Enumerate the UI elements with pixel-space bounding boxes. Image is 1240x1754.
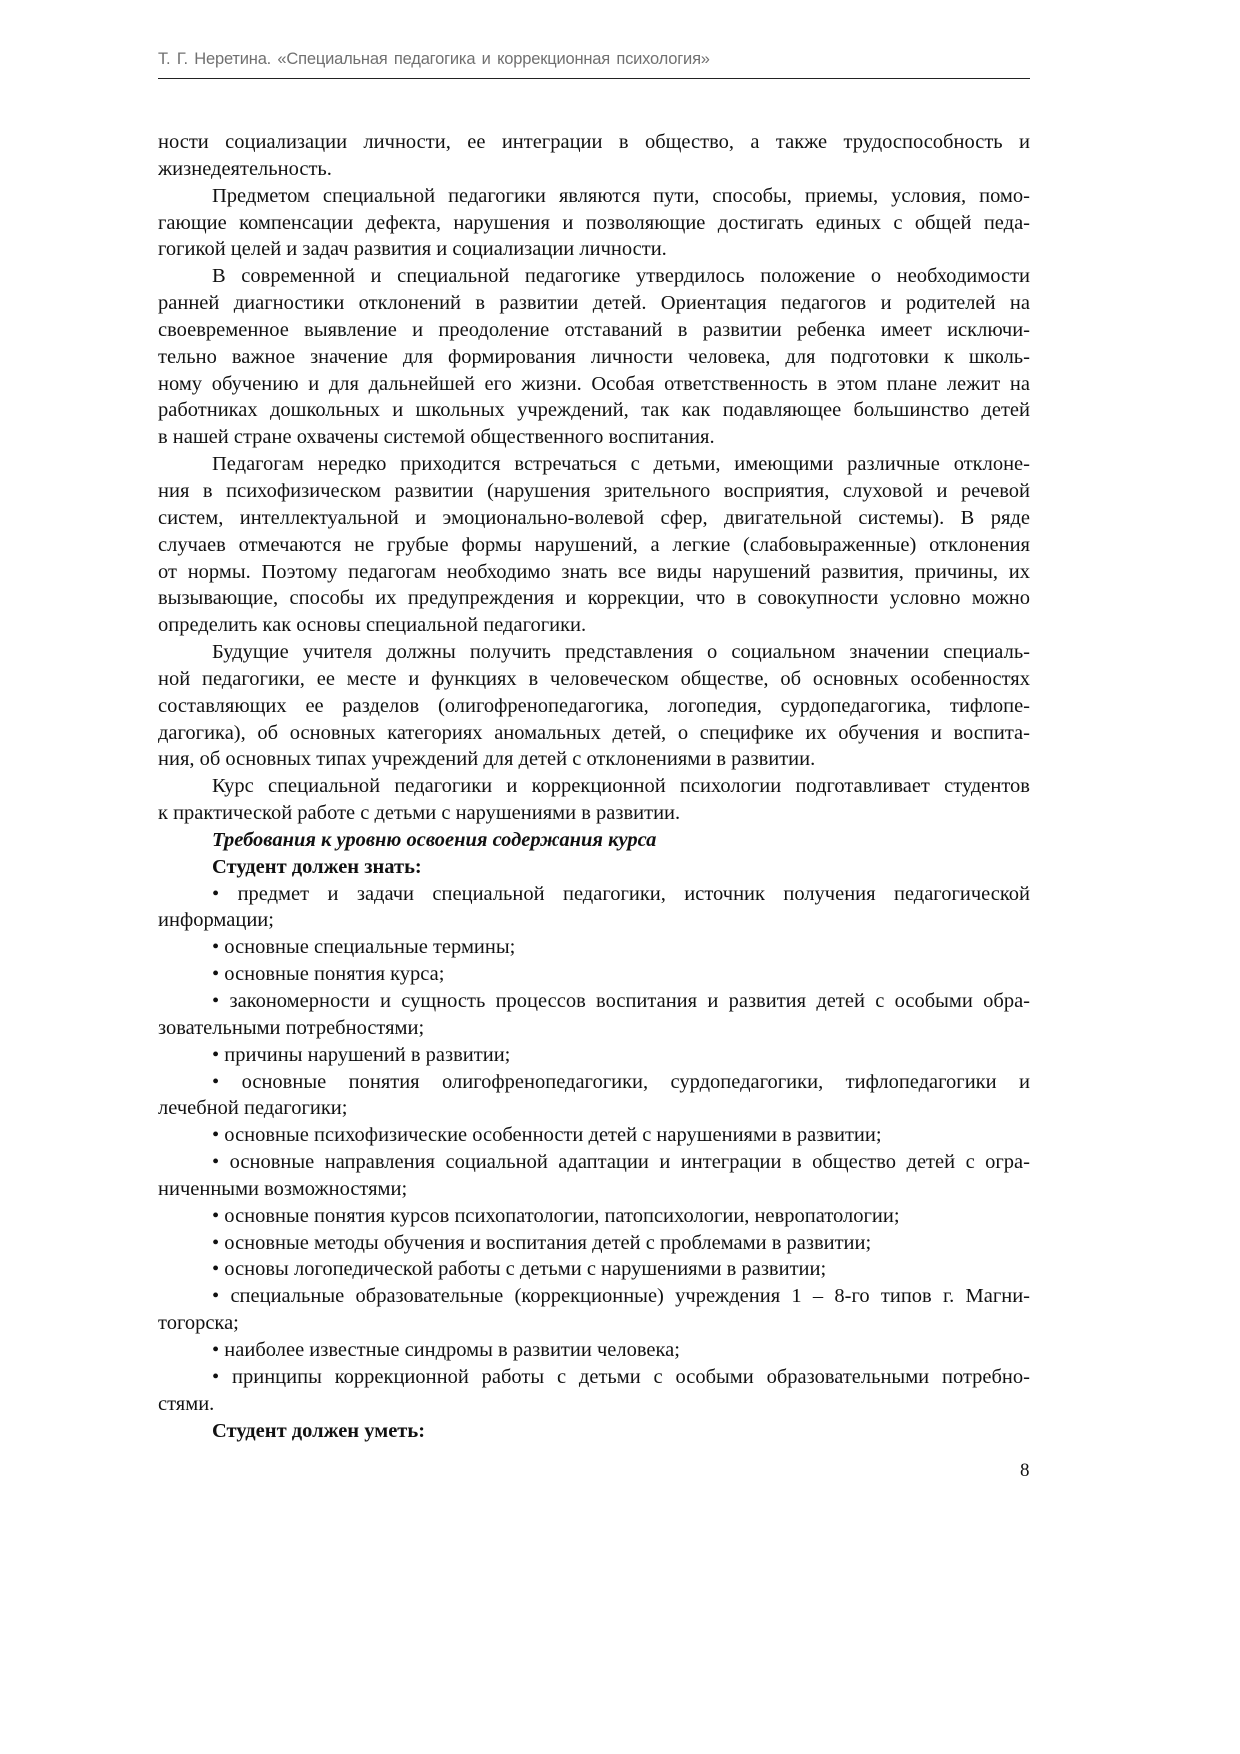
text-line: зовательными потребностями;	[158, 1016, 425, 1039]
paragraph	[158, 129, 1030, 183]
text-line: • причины нарушений в развитии;	[212, 1043, 511, 1066]
text-line: • основные направления социальной адаптации и интеграции в общество детей с огра-	[212, 1151, 1030, 1174]
text-line: ния в психофизическом развитии (нарушения зрительного восприятия, слуховой и речевой	[158, 479, 1030, 502]
text-line: Студент должен знать:	[212, 855, 422, 878]
paragraph	[158, 183, 1030, 264]
bullet-item	[158, 988, 1030, 1042]
header-divider	[158, 78, 1030, 79]
text-line: • принципы коррекционной работы с детьми с особыми образовательными потребно-	[212, 1365, 1030, 1388]
text-line: ранней диагностики отклонений в развитии детей. Ориентация педагогов и родителей на	[158, 292, 1030, 315]
bullet-item	[158, 1283, 1030, 1337]
text-line: ности социализации личности, ее интеграции в общество, а также трудоспособность и	[158, 131, 1030, 153]
text-line: • закономерности и сущность процессов воспитания и развития детей с особыми обра-	[212, 990, 1030, 1012]
running-header: Т. Г. Неретина. «Специальная педагогика и коррекционная психология»	[158, 50, 710, 68]
text-line: ния, об основных типах учреждений для детей с отклонениями в развитии.	[158, 748, 816, 771]
bullet-item	[158, 1042, 1030, 1069]
text-line: определить как основы специальной педагогики.	[158, 614, 587, 637]
bullet-item	[158, 1203, 1030, 1230]
text-line: гающие компенсации дефекта, нарушения и позволяющие достигать единых с общей педа-	[158, 211, 1030, 234]
text-line: информации;	[158, 909, 274, 932]
paragraph	[158, 773, 1030, 827]
bullet-item	[158, 961, 1030, 988]
section-heading	[158, 854, 1030, 881]
text-line: • основы логопедической работы с детьми с нарушениями в развитии;	[212, 1258, 827, 1281]
paragraph	[158, 639, 1030, 773]
text-line: • основные понятия курсов психопатологии, патопсихологии, невропатологии;	[212, 1204, 900, 1227]
text-line: лечебной педагогики;	[158, 1097, 348, 1120]
text-line: тельно важное значение для формирования личности человека, для подготовки к школь-	[158, 345, 1030, 368]
text-line: тогорска;	[158, 1312, 239, 1335]
bullet-item	[158, 934, 1030, 961]
text-line: жизнедеятельность.	[158, 157, 332, 180]
text-line: к практической работе с детьми с нарушениями в развитии.	[158, 802, 681, 825]
text-line: Курс специальной педагогики и коррекционной психологии подготавливает студентов	[212, 775, 1030, 798]
text-line: • предмет и задачи специальной педагогики, источник получения педагогической	[212, 882, 1030, 905]
bullet-item	[158, 1256, 1030, 1283]
bullet-item	[158, 1230, 1030, 1257]
text-line: • основные специальные термины;	[212, 936, 516, 959]
text-line: от нормы. Поэтому педагогам необходимо знать все виды нарушений развития, причины, их	[158, 560, 1030, 583]
text-line: составляющих ее разделов (олигофренопедагогика, логопедия, сурдопедагогика, тифлопе-	[158, 694, 1030, 717]
paragraph	[158, 451, 1030, 639]
text-line: работниках дошкольных и школьных учреждений, так как подавляющее большинство детей	[158, 399, 1030, 422]
bullet-item	[158, 1149, 1030, 1203]
text-line: дагогика), об основных категориях аномальных детей, о специфике их обучения и воспита-	[158, 721, 1030, 744]
text-line: своевременное выявление и преодоление отставаний в развитии ребенка имеет исключи-	[158, 318, 1030, 341]
bullet-item	[158, 1364, 1030, 1418]
text-line: случаев отмечаются не грубые формы нарушений, а легкие (слабовыраженные) отклонения	[158, 533, 1030, 556]
text-line: • основные понятия олигофренопедагогики, сурдопедагогики, тифлопедагогики и	[212, 1070, 1030, 1093]
text-line: • основные методы обучения и воспитания детей с проблемами в развитии;	[212, 1231, 872, 1254]
section-heading	[158, 1418, 1030, 1445]
section-heading	[158, 827, 1030, 854]
text-line: ниченными возможностями;	[158, 1177, 408, 1200]
page-body	[158, 129, 1030, 1444]
bullet-item	[158, 881, 1030, 935]
text-line: систем, интеллектуальной и эмоционально-волевой сфер, двигательной системы). В ряде	[158, 506, 1030, 529]
text-line: в нашей стране охвачены системой общественного воспитания.	[158, 426, 715, 449]
text-line: ной педагогики, ее месте и функциях в человеческом обществе, об основных особенностях	[158, 667, 1030, 690]
bullet-item	[158, 1069, 1030, 1123]
text-line: • основные психофизические особенности детей с нарушениями в развитии;	[212, 1124, 882, 1147]
text-line: В современной и специальной педагогике утвердилось положение о необходимости	[212, 265, 1030, 288]
text-line: Педагогам нередко приходится встречаться с детьми, имеющими различные отклоне-	[212, 453, 1030, 476]
text-line: • специальные образовательные (коррекционные) учреждения 1 – 8-го типов г. Магни-	[212, 1285, 1030, 1308]
text-line: гогикой целей и задач развития и социализации личности.	[158, 238, 667, 261]
text-line: • основные понятия курса;	[212, 963, 445, 986]
text-line: Студент должен уметь:	[212, 1419, 426, 1442]
text-line: Предметом специальной педагогики являются пути, способы, приемы, условия, помо-	[212, 184, 1030, 207]
text-line: • наиболее известные синдромы в развитии человека;	[212, 1338, 680, 1361]
text-line: Требования к уровню освоения содержания курса	[212, 828, 657, 851]
text-line: Будущие учителя должны получить представления о социальном значении специаль-	[212, 641, 1030, 664]
text-line: ному обучению и для дальнейшей его жизни. Особая ответственность в этом плане лежит на	[158, 372, 1030, 395]
bullet-item	[158, 1122, 1030, 1149]
page-number: 8	[1020, 1460, 1030, 1481]
text-line: стями.	[158, 1392, 215, 1415]
bullet-item	[158, 1337, 1030, 1364]
text-line: вызывающие, способы их предупреждения и коррекции, что в совокупности условно можно	[158, 587, 1030, 610]
paragraph	[158, 263, 1030, 451]
